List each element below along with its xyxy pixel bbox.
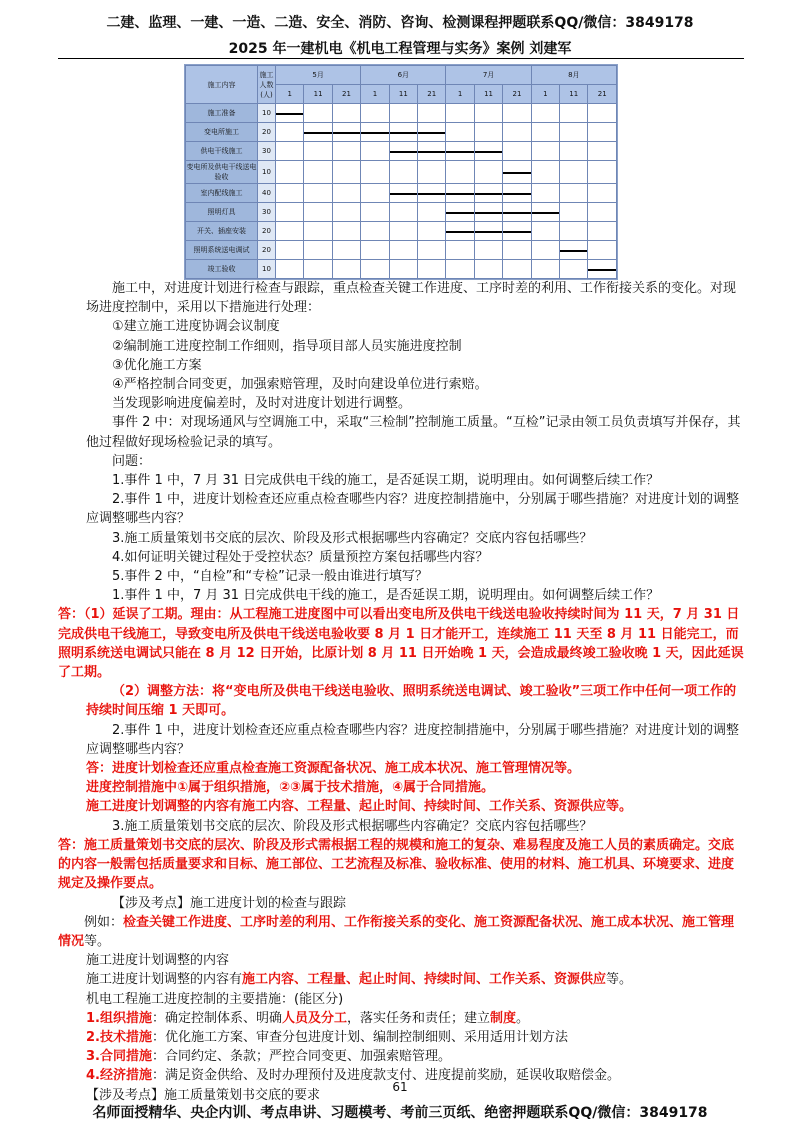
example bbox=[58, 913, 746, 951]
gantt-cell bbox=[361, 183, 389, 202]
measures-title: 机电工程施工进度控制的主要措施：(能区分) bbox=[86, 991, 344, 1007]
gantt-cell bbox=[588, 259, 617, 278]
gantt-cell bbox=[361, 259, 389, 278]
gantt-cell bbox=[560, 104, 588, 123]
gantt-day: 11 bbox=[304, 85, 332, 104]
question: 3.施工质量策划书交底的层次、阶段及形式根据哪些内容确定？交底内容包括哪些？ bbox=[112, 818, 593, 834]
measure-item: ③优化施工方案 bbox=[112, 357, 202, 373]
example-content: 检查关键工作进度、工序时差的利用、工作衔接关系的变化、施工资源配备状况、施工成本状况、施工管理情况 bbox=[58, 914, 735, 949]
gantt-row bbox=[186, 104, 617, 123]
measure-contract-label: 3.合同措施 bbox=[86, 1049, 152, 1065]
measure-tech-label: 2.技术措施 bbox=[86, 1029, 152, 1045]
question: 5.事件 2 中，“自检”和“专检”记录一般由谁进行填写？ bbox=[112, 569, 428, 585]
gantt-cell bbox=[503, 161, 531, 183]
measure-economic-label: 4.经济措施 bbox=[86, 1068, 152, 1084]
gantt-cell bbox=[418, 202, 446, 221]
gantt-cell bbox=[474, 221, 502, 240]
gantt-cell bbox=[389, 183, 417, 202]
question: 4.如何证明关键过程处于受控状态？质量预控方案包括哪些内容？ bbox=[112, 549, 489, 565]
section-title: 施工进度计划调整的内容 bbox=[86, 953, 230, 969]
gantt-cell bbox=[361, 161, 389, 183]
gantt-cell bbox=[531, 161, 559, 183]
gantt-cell bbox=[503, 183, 531, 202]
gantt-cell bbox=[446, 142, 474, 161]
gantt-cell bbox=[503, 221, 531, 240]
gantt-month: 7月 bbox=[446, 66, 531, 85]
gantt-cell bbox=[474, 104, 502, 123]
gantt-bar bbox=[390, 151, 417, 153]
gantt-col-name: 施工内容 bbox=[186, 66, 258, 104]
gantt-month: 8月 bbox=[531, 66, 616, 85]
gantt-day: 21 bbox=[332, 85, 360, 104]
gantt-cell bbox=[560, 259, 588, 278]
gantt-bar bbox=[446, 212, 473, 214]
gantt-cell bbox=[304, 240, 332, 259]
gantt-row bbox=[186, 142, 617, 161]
gantt-cell bbox=[361, 202, 389, 221]
gantt-bar bbox=[503, 212, 530, 214]
gantt-cell bbox=[588, 202, 617, 221]
gantt-month: 6月 bbox=[361, 66, 446, 85]
gantt-cell bbox=[446, 161, 474, 183]
gantt-row bbox=[186, 123, 617, 142]
gantt-task-people: 20 bbox=[258, 123, 276, 142]
gantt-cell bbox=[588, 123, 617, 142]
gantt-cell bbox=[418, 221, 446, 240]
question: 2.事件 1 中，进度计划检查还应重点检查哪些内容？进度控制措施中，分别属于哪些措施？对进度计划的调整应调整哪些内容？ bbox=[86, 492, 739, 527]
gantt-cell bbox=[332, 104, 360, 123]
gantt-cell bbox=[389, 161, 417, 183]
gantt-cell bbox=[304, 183, 332, 202]
gantt-cell bbox=[332, 161, 360, 183]
gantt-cell bbox=[276, 161, 304, 183]
measure-org-label: 1.组织措施 bbox=[86, 1010, 152, 1026]
gantt-task-name: 照明系统送电调试 bbox=[186, 240, 258, 259]
gantt-bar bbox=[418, 151, 445, 153]
gantt-row bbox=[186, 202, 617, 221]
gantt-cell bbox=[531, 221, 559, 240]
gantt-bar bbox=[532, 212, 559, 214]
gantt-cell bbox=[276, 142, 304, 161]
measure-contract-text: ：合同约定、条款；严控合同变更、加强索赔管理。 bbox=[151, 1049, 451, 1065]
gantt-cell bbox=[276, 259, 304, 278]
gantt-cell bbox=[446, 123, 474, 142]
gantt-bar bbox=[446, 231, 473, 233]
key-point: 【涉及考点】施工进度计划的检查与跟踪 bbox=[112, 895, 347, 911]
gantt-cell bbox=[560, 240, 588, 259]
gantt-bar bbox=[276, 113, 303, 115]
gantt-cell bbox=[304, 104, 332, 123]
adjust-items: 施工内容、工程量、起止时间、持续时间、工作关系、资源供应 bbox=[242, 972, 607, 988]
paragraph: 施工中，对进度计划进行检查与跟踪，重点检查关键工作进度、工序时差的利用、工作衔接关系的变化。对现场进度控制中，采用以下措施进行处理： bbox=[86, 281, 737, 316]
gantt-cell bbox=[446, 104, 474, 123]
example-lead: 例如： bbox=[84, 914, 124, 930]
gantt-day: 1 bbox=[446, 85, 474, 104]
gantt-day: 1 bbox=[361, 85, 389, 104]
gantt-cell bbox=[361, 240, 389, 259]
gantt-cell bbox=[276, 240, 304, 259]
measure-item: ②编制施工进度控制工作细则，指导项目部人员实施进度控制 bbox=[112, 338, 462, 354]
gantt-cell bbox=[531, 104, 559, 123]
gantt-day: 11 bbox=[560, 85, 588, 104]
gantt-row bbox=[186, 259, 617, 278]
gantt-cell bbox=[560, 183, 588, 202]
gantt-cell bbox=[276, 221, 304, 240]
answer: 答：进度计划检查还应重点检查施工资源配备状况、施工成本状况、施工管理情况等。 bbox=[86, 761, 581, 777]
example-end: 等。 bbox=[84, 933, 111, 949]
gantt-cell bbox=[503, 123, 531, 142]
gantt-cell bbox=[474, 142, 502, 161]
gantt-task-people: 30 bbox=[258, 142, 276, 161]
gantt-cell bbox=[276, 202, 304, 221]
gantt-cell bbox=[389, 202, 417, 221]
gantt-cell bbox=[560, 161, 588, 183]
gantt-cell bbox=[474, 202, 502, 221]
gantt-bar bbox=[390, 193, 417, 195]
gantt-cell bbox=[389, 142, 417, 161]
gantt-cell bbox=[332, 123, 360, 142]
gantt-chart bbox=[184, 64, 618, 280]
measure-tech-text: ：优化施工方案、审查分包进度计划、编制控制细则、采用适用计划方法 bbox=[151, 1029, 568, 1045]
gantt-cell bbox=[474, 259, 502, 278]
gantt-cell bbox=[503, 104, 531, 123]
gantt-cell bbox=[418, 123, 446, 142]
measure-org-end: 。 bbox=[516, 1010, 530, 1026]
gantt-day: 1 bbox=[531, 85, 559, 104]
gantt-bar bbox=[418, 193, 445, 195]
gantt-cell bbox=[560, 221, 588, 240]
measure-org-key: 人员及分工 bbox=[282, 1010, 348, 1026]
gantt-cell bbox=[446, 240, 474, 259]
adjust-content bbox=[86, 970, 746, 989]
gantt-day: 21 bbox=[503, 85, 531, 104]
question: 2.事件 1 中，进度计划检查还应重点检查哪些内容？进度控制措施中，分别属于哪些措施？对进度计划的调整应调整哪些内容？ bbox=[86, 722, 739, 757]
gantt-cell bbox=[332, 221, 360, 240]
gantt-cell bbox=[332, 142, 360, 161]
page-title: 2025 年一建机电《机电工程管理与实务》案例 刘建军 bbox=[228, 41, 572, 57]
gantt-cell bbox=[304, 123, 332, 142]
gantt-cell bbox=[304, 142, 332, 161]
gantt-cell bbox=[304, 221, 332, 240]
gantt-cell bbox=[361, 104, 389, 123]
gantt-col-people: 施工人数(人) bbox=[258, 66, 276, 104]
gantt-cell bbox=[418, 104, 446, 123]
gantt-cell bbox=[474, 183, 502, 202]
gantt-cell bbox=[418, 240, 446, 259]
question: 1.事件 1 中，7 月 31 日完成供电干线的施工，是否延误工期，说明理由。如何调整后续工作？ bbox=[112, 473, 660, 489]
answer: 进度控制措施中①属于组织措施，②③属于技术措施，④属于合同措施。 bbox=[86, 780, 495, 796]
answer: （2）调整方法：将“变电所及供电干线送电验收、照明系统送电调试、竣工验收”三项工作中任何一项工作的持续时间压缩 1 天即可。 bbox=[86, 684, 737, 719]
gantt-cell bbox=[361, 221, 389, 240]
gantt-cell bbox=[389, 221, 417, 240]
gantt-cell bbox=[418, 142, 446, 161]
gantt-cell bbox=[560, 123, 588, 142]
gantt-cell bbox=[588, 161, 617, 183]
gantt-bar bbox=[446, 193, 473, 195]
gantt-bar bbox=[475, 193, 502, 195]
measure-org-key2: 制度 bbox=[490, 1010, 517, 1026]
adjust-lead: 施工进度计划调整的内容有 bbox=[86, 972, 243, 988]
gantt-cell bbox=[531, 183, 559, 202]
question: 3.施工质量策划书交底的层次、阶段及形式根据哪些内容确定？交底内容包括哪些？ bbox=[112, 530, 593, 546]
gantt-day: 21 bbox=[588, 85, 617, 104]
gantt-cell bbox=[389, 123, 417, 142]
gantt-cell bbox=[446, 183, 474, 202]
gantt-task-name: 供电干线施工 bbox=[186, 142, 258, 161]
answer: 答：施工质量策划书交底的层次、阶段及形式需根据工程的规模和施工的复杂、难易程度及施工人员的素质确定。交底的内容一般需包括质量要求和目标、施工部位、工艺流程及标准、验收标准、使用的材料、施工机具、环境要求、进度规定及操作要点。 bbox=[58, 837, 735, 892]
question-title: 问题： bbox=[112, 453, 152, 469]
gantt-bar bbox=[475, 151, 502, 153]
gantt-task-name: 照明灯具 bbox=[186, 202, 258, 221]
gantt-task-name: 施工准备 bbox=[186, 104, 258, 123]
measure-org-text2: ，落实任务和责任；建立 bbox=[347, 1010, 491, 1026]
gantt-row bbox=[186, 161, 617, 183]
gantt-cell bbox=[474, 161, 502, 183]
gantt-task-name: 竣工验收 bbox=[186, 259, 258, 278]
gantt-cell bbox=[304, 259, 332, 278]
gantt-cell bbox=[474, 240, 502, 259]
gantt-bar bbox=[588, 269, 616, 271]
gantt-cell bbox=[531, 259, 559, 278]
measure-contract bbox=[86, 1047, 746, 1066]
paragraph: 事件 2 中：对现场通风与空调施工中，采取“三检制”控制施工质量。“互检”记录由领工员负责填写并保存，其他过程做好现场检验记录的填写。 bbox=[86, 415, 741, 450]
gantt-day: 11 bbox=[474, 85, 502, 104]
gantt-cell bbox=[588, 240, 617, 259]
gantt-cell bbox=[531, 142, 559, 161]
gantt-cell bbox=[389, 104, 417, 123]
measure-economic-text: ：满足资金供给、及时办理预付及进度款支付、进度提前奖励，延误收取赔偿金。 bbox=[151, 1068, 620, 1084]
gantt-cell bbox=[418, 161, 446, 183]
gantt-bar bbox=[503, 231, 530, 233]
gantt-row bbox=[186, 240, 617, 259]
gantt-cell bbox=[332, 183, 360, 202]
answer: 答：（1）延误了工期。理由：从工程施工进度图中可以看出变电所及供电干线送电验收持续时间为 11 天，7 月 31 日完成供电干线施工，导致变电所及供电干线送电验收要 8 月 1 日才能开工，连续施工 11 天至 8 月 11 日能完工，而照明系统送电调试只能在 8 月 12 日开始，比原计划 8 月 11 日开始晚 1 天，会造成最终竣工验收晚 1 天，因此延误了工期。 bbox=[58, 607, 744, 681]
gantt-task-name: 变电所施工 bbox=[186, 123, 258, 142]
gantt-day: 11 bbox=[389, 85, 417, 104]
gantt-task-people: 40 bbox=[258, 183, 276, 202]
adjust-end: 等。 bbox=[606, 972, 633, 988]
measure-item: ①建立施工进度协调会议制度 bbox=[112, 319, 280, 335]
header-contact: 二建、监理、一建、一造、二造、安全、消防、咨询、检测课程押题联系QQ/微信：3849178 bbox=[106, 15, 694, 31]
gantt-bar bbox=[333, 132, 360, 134]
gantt-day: 1 bbox=[276, 85, 304, 104]
gantt-cell bbox=[588, 142, 617, 161]
gantt-bar bbox=[418, 132, 445, 134]
gantt-task-name: 变电所及供电干线送电验收 bbox=[186, 161, 258, 183]
gantt-task-people: 10 bbox=[258, 259, 276, 278]
gantt-cell bbox=[588, 183, 617, 202]
gantt-cell bbox=[332, 202, 360, 221]
gantt-cell bbox=[531, 240, 559, 259]
gantt-cell bbox=[446, 202, 474, 221]
gantt-cell bbox=[560, 202, 588, 221]
gantt-cell bbox=[474, 123, 502, 142]
measure-org bbox=[86, 1009, 746, 1028]
measure-tech bbox=[86, 1028, 746, 1047]
gantt-cell bbox=[304, 161, 332, 183]
header-divider bbox=[58, 58, 744, 59]
gantt-cell bbox=[332, 240, 360, 259]
gantt-cell bbox=[361, 123, 389, 142]
gantt-bar bbox=[361, 132, 388, 134]
paragraph: 当发现影响进度偏差时，及时对进度计划进行调整。 bbox=[112, 396, 412, 412]
gantt-cell bbox=[560, 142, 588, 161]
gantt-cell bbox=[588, 104, 617, 123]
gantt-task-name: 开关、插座安装 bbox=[186, 221, 258, 240]
gantt-cell bbox=[276, 123, 304, 142]
gantt-bar bbox=[475, 231, 502, 233]
page-number: 61 bbox=[392, 1080, 408, 1094]
gantt-cell bbox=[276, 183, 304, 202]
gantt-row bbox=[186, 221, 617, 240]
gantt-task-people: 20 bbox=[258, 221, 276, 240]
question: 1.事件 1 中，7 月 31 日完成供电干线的施工，是否延误工期，说明理由。如何调整后续工作？ bbox=[112, 588, 660, 604]
footer-contact: 名师面授精华、央企内训、考点串讲、习题模考、考前三页纸、绝密押题联系QQ/微信：3849178 bbox=[92, 1105, 708, 1121]
gantt-bar bbox=[304, 132, 331, 134]
gantt-cell bbox=[503, 202, 531, 221]
gantt-cell bbox=[503, 240, 531, 259]
measure-item: ④严格控制合同变更，加强索赔管理，及时向建设单位进行索赔。 bbox=[112, 377, 488, 393]
gantt-bar bbox=[503, 193, 530, 195]
gantt-cell bbox=[446, 221, 474, 240]
gantt-task-people: 20 bbox=[258, 240, 276, 259]
gantt-row bbox=[186, 183, 617, 202]
answer: 施工进度计划调整的内容有施工内容、工程量、起止时间、持续时间、工作关系、资源供应等。 bbox=[86, 799, 633, 815]
gantt-cell bbox=[446, 259, 474, 278]
gantt-cell bbox=[332, 259, 360, 278]
document-body bbox=[58, 279, 746, 1105]
gantt-task-people: 10 bbox=[258, 104, 276, 123]
gantt-bar bbox=[475, 212, 502, 214]
gantt-task-people: 30 bbox=[258, 202, 276, 221]
measure-org-text: ：确定控制体系、明确 bbox=[151, 1010, 282, 1026]
gantt-cell bbox=[531, 123, 559, 142]
gantt-day: 21 bbox=[418, 85, 446, 104]
gantt-bar bbox=[446, 151, 473, 153]
gantt-bar bbox=[390, 132, 417, 134]
key-point: 【涉及考点】施工质量策划书交底的要求 bbox=[86, 1087, 321, 1103]
gantt-cell bbox=[418, 183, 446, 202]
gantt-cell bbox=[503, 142, 531, 161]
gantt-task-name: 室内配线施工 bbox=[186, 183, 258, 202]
gantt-task-people: 10 bbox=[258, 161, 276, 183]
gantt-cell bbox=[588, 221, 617, 240]
gantt-cell bbox=[418, 259, 446, 278]
gantt-table bbox=[185, 65, 617, 279]
gantt-cell bbox=[531, 202, 559, 221]
gantt-bar bbox=[560, 250, 587, 252]
gantt-cell bbox=[361, 142, 389, 161]
gantt-cell bbox=[304, 202, 332, 221]
gantt-cell bbox=[503, 259, 531, 278]
gantt-cell bbox=[389, 259, 417, 278]
gantt-month: 5月 bbox=[276, 66, 361, 85]
gantt-bar bbox=[503, 172, 530, 174]
gantt-cell bbox=[389, 240, 417, 259]
gantt-cell bbox=[276, 104, 304, 123]
